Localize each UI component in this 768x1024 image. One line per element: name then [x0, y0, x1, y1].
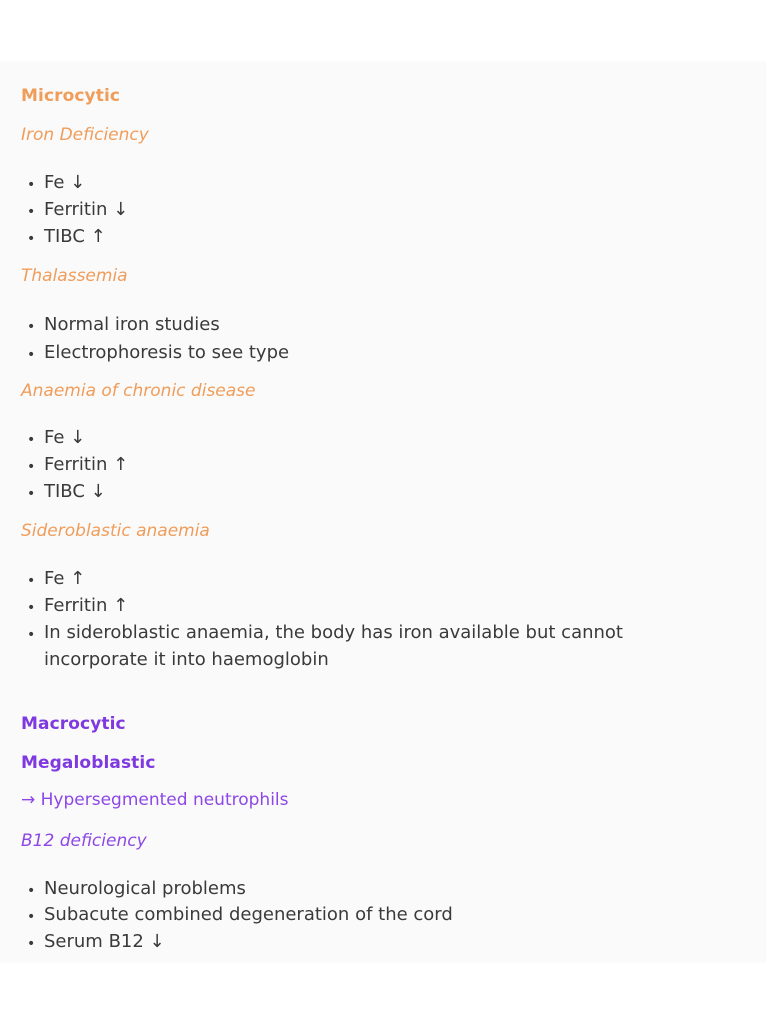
list-item: Fe ↑: [44, 568, 86, 589]
bullet-icon: •: [27, 319, 36, 335]
bullet-icon: •: [27, 347, 36, 363]
bullet-icon: •: [27, 883, 36, 899]
bullet-icon: •: [27, 936, 36, 952]
list-item: Serum B12 ↓: [44, 931, 165, 952]
bullet-icon: •: [27, 573, 36, 589]
subheading-megaloblastic: Megaloblastic: [21, 753, 156, 773]
bullet-icon: •: [27, 177, 36, 193]
bullet-icon: •: [27, 600, 36, 616]
list-item: Fe ↓: [44, 427, 86, 448]
list-item: Normal iron studies: [44, 314, 220, 335]
subheading-thalassemia: Thalassemia: [21, 266, 128, 286]
subheading-sideroblastic: Sideroblastic anaemia: [21, 521, 210, 541]
list-item: Ferritin ↑: [44, 595, 129, 616]
subheading-iron-deficiency: Iron Deficiency: [21, 125, 149, 145]
list-item: Ferritin ↑: [44, 454, 129, 475]
bullet-icon: •: [27, 909, 36, 925]
megaloblastic-note: → Hypersegmented neutrophils: [21, 790, 289, 810]
subheading-chronic-disease: Anaemia of chronic disease: [21, 381, 256, 401]
bullet-icon: •: [27, 627, 36, 643]
bullet-icon: •: [27, 231, 36, 247]
list-item: Electrophoresis to see type: [44, 342, 290, 363]
list-item: Neurological problems: [44, 878, 246, 899]
bullet-icon: •: [27, 486, 36, 502]
bullet-icon: •: [27, 459, 36, 475]
list-item: In sideroblastic anaemia, the body has iron available but cannot: [44, 622, 623, 643]
subheading-b12-deficiency: B12 deficiency: [21, 831, 147, 851]
document-page: [0, 62, 766, 962]
bullet-icon: •: [27, 204, 36, 220]
list-item: TIBC ↓: [44, 481, 106, 502]
list-item: Ferritin ↓: [44, 199, 129, 220]
section-heading-microcytic: Microcytic: [21, 86, 121, 106]
list-item: Fe ↓: [44, 172, 86, 193]
list-item: Subacute combined degeneration of the cord: [44, 904, 453, 925]
bullet-icon: •: [27, 432, 36, 448]
list-item: TIBC ↑: [44, 226, 106, 247]
list-item-continuation: incorporate it into haemoglobin: [44, 649, 329, 670]
section-heading-macrocytic: Macrocytic: [21, 714, 126, 734]
